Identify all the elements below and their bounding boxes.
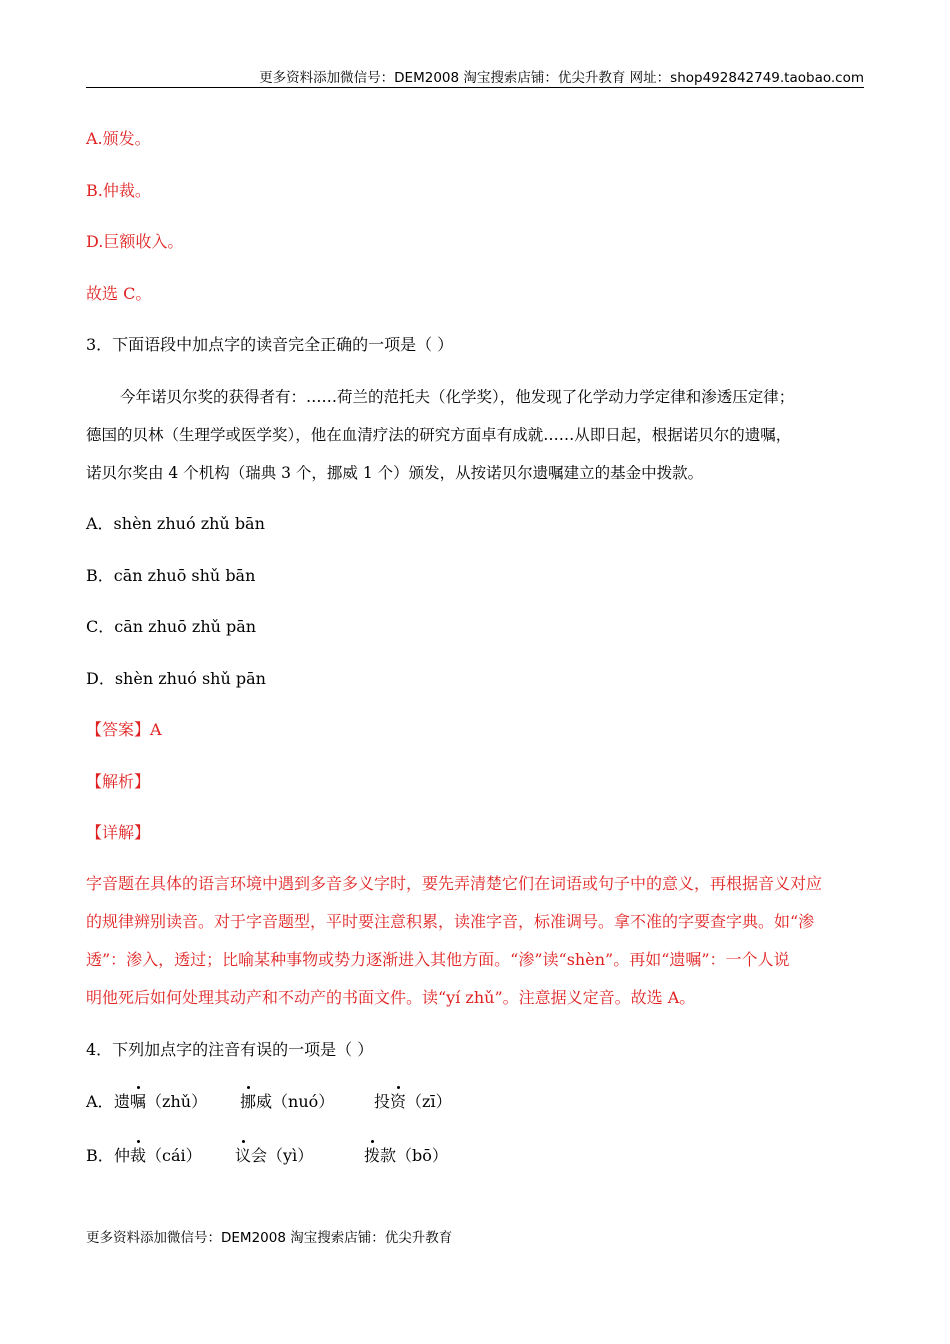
q4-option-b-word-1 <box>114 1145 202 1167</box>
q3-passage-line-3: 诺贝尔奖由 4 个机构（瑞典 3 个，挪威 1 个）颁发，从按诺贝尔遗嘱建立的基金中拨款。 <box>86 464 704 482</box>
q3-passage-line-2: 德国的贝林（生理学或医学奖），他在血清疗法的研究方面卓有成就……从即日起，根据诺贝尔的遗嘱， <box>86 426 792 444</box>
dotted-char: 议 <box>235 1146 252 1165</box>
q3-option-d: D．shèn zhuó shǔ pān <box>86 669 266 688</box>
header-divider <box>86 87 864 88</box>
prev-answer-conclusion: 故选 C。 <box>86 284 152 303</box>
q4-option-a-word-3 <box>374 1091 452 1113</box>
q3-option-b: B．cān zhuō shǔ bān <box>86 566 256 585</box>
q4-option-b-word-3 <box>364 1145 448 1167</box>
char: 款 <box>380 1146 397 1165</box>
q4-option-a-word-1 <box>114 1091 207 1113</box>
dotted-char: 拨 <box>364 1146 381 1165</box>
q3-answer <box>86 719 162 741</box>
q3-detail-line-4: 明他死后如何处理其动产和不动产的书面文件。读“yí zhǔ”。注意据义定音。故选 A。 <box>86 988 696 1007</box>
pinyin: （yì） <box>267 1146 314 1165</box>
char: 投 <box>374 1092 391 1111</box>
q3-analysis-label: 【解析】 <box>86 772 151 791</box>
page-header: 更多资料添加微信号：DEM2008 淘宝搜索店铺：优尖升教育 网址：shop492842749.taobao.com <box>259 70 864 86</box>
answer-value: A <box>150 720 162 739</box>
pinyin: （nuó） <box>272 1092 335 1111</box>
pinyin: （cái） <box>146 1146 202 1165</box>
q3-detail-line-2: 的规律辨别读音。对于字音题型，平时要注意积累，读准字音，标准调号。拿不准的字要查字典。如“渗 <box>86 912 815 931</box>
q4-option-a-word-2 <box>240 1091 334 1113</box>
char: 遗 <box>114 1092 131 1111</box>
q3-passage-line-1: 今年诺贝尔奖的获得者有：……荷兰的范托夫（化学奖），他发现了化学动力学定律和渗透压定律； <box>120 388 795 406</box>
q3-option-c: C．cān zhuō zhǔ pān <box>86 617 257 636</box>
q3-stem: 3．下面语段中加点字的读音完全正确的一项是（ ） <box>86 335 454 354</box>
dotted-char: 资 <box>390 1092 407 1111</box>
char: 威 <box>256 1092 273 1111</box>
pinyin: （bō） <box>396 1146 448 1165</box>
q4-option-b-word-2 <box>235 1145 313 1167</box>
prev-answer-line-b: B.仲裁。 <box>86 181 151 200</box>
q3-detail-label: 【详解】 <box>86 823 151 842</box>
dotted-char: 裁 <box>130 1146 147 1165</box>
pinyin: （zhǔ） <box>146 1092 208 1111</box>
dotted-char: 嘱 <box>130 1092 147 1111</box>
q4-stem: 4．下列加点字的注音有误的一项是（ ） <box>86 1040 374 1059</box>
q4-option-a-label: A． <box>86 1092 114 1111</box>
answer-label: 【答案】 <box>86 720 151 739</box>
dotted-char: 挪 <box>240 1092 257 1111</box>
q3-detail-line-3: 透”：渗入，透过；比喻某种事物或势力逐渐进入其他方面。“渗”读“shèn”。再如“遗嘱”：一个人说 <box>86 950 790 969</box>
q4-option-b-label: B． <box>86 1146 114 1165</box>
prev-answer-line-d: D.巨额收入。 <box>86 232 184 251</box>
prev-answer-line-a: A.颁发。 <box>86 129 151 148</box>
char: 仲 <box>114 1146 131 1165</box>
q3-detail-line-1: 字音题在具体的语言环境中遇到多音多义字时，要先弄清楚它们在词语或句子中的意义，再根据音义对应 <box>86 874 823 893</box>
page-footer: 更多资料添加微信号：DEM2008 淘宝搜索店铺：优尖升教育 <box>86 1230 453 1246</box>
pinyin: （zī） <box>406 1092 452 1111</box>
char: 会 <box>251 1146 268 1165</box>
q3-option-a: A．shèn zhuó zhǔ bān <box>86 514 265 533</box>
